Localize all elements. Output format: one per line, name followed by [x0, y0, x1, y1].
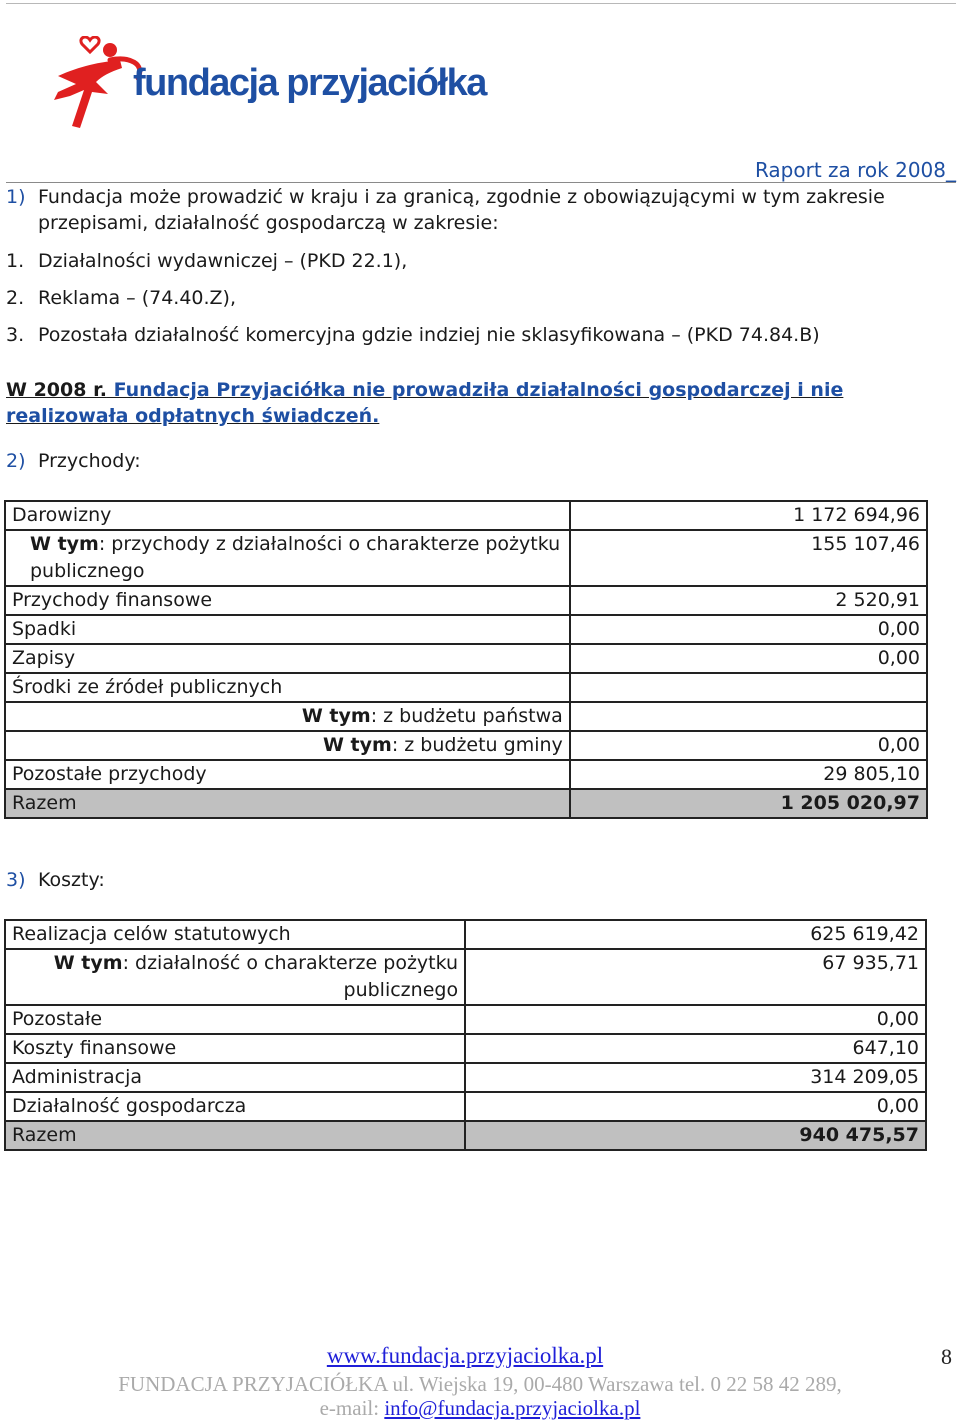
- table-row: W tym: przychody z działalności o charakterze pożytku publicznego 155 107,46: [5, 530, 927, 586]
- list-item: 2. Reklama – (74.40.Z),: [6, 287, 237, 309]
- page-number: 8: [941, 1344, 952, 1369]
- table-row: Środki ze źródeł publicznych: [5, 673, 927, 702]
- table-row: Pozostałe przychody 29 805,10: [5, 760, 927, 789]
- list-item: 1. Działalności wydawniczej – (PKD 22.1),: [6, 250, 408, 272]
- table-row: Działalność gospodarcza 0,00: [5, 1092, 926, 1121]
- table-row: W tym: działalność o charakterze pożytku publicznego 67 935,71: [5, 949, 926, 1005]
- email-link[interactable]: info@fundacja.przyjaciolka.pl: [384, 1396, 641, 1420]
- logo-wordmark: fundacja przyjaciółka: [133, 62, 486, 104]
- top-rule: [6, 3, 956, 4]
- costs-table: [4, 919, 927, 1151]
- activity-note-line2: realizowała odpłatnych świadczeń.: [6, 405, 380, 427]
- email-line: e-mail: info@fundacja.przyjaciolka.pl: [319, 1396, 641, 1420]
- section-2-heading: 2) Przychody:: [6, 450, 141, 472]
- section-1-text-line2: przepisami, działalność gospodarczą w zakresie:: [38, 212, 499, 234]
- activity-note: W 2008 r. Fundacja Przyjaciółka nie prowadziła działalności gospodarczej i nie: [6, 379, 844, 401]
- section-number: 1): [6, 186, 26, 208]
- table-row: Realizacja celów statutowych 625 619,42: [5, 920, 926, 949]
- table-row: Koszty finansowe 647,10: [5, 1034, 926, 1063]
- table-row-total: Razem 940 475,57: [5, 1121, 926, 1150]
- revenue-table: [4, 500, 928, 819]
- table-row: Administracja 314 209,05: [5, 1063, 926, 1092]
- address-line: FUNDACJA PRZYJACIÓŁKA ul. Wiejska 19, 00-480 Warszawa tel. 0 22 58 42 289,: [118, 1372, 842, 1396]
- section-3-heading: 3) Koszty:: [6, 869, 105, 891]
- table-row: W tym: z budżetu gminy 0,00: [5, 731, 927, 760]
- table-row: Przychody finansowe 2 520,91: [5, 586, 927, 615]
- section-1-intro: [6, 184, 885, 210]
- report-title: Raport za rok 2008_: [6, 158, 956, 183]
- list-item: 3. Pozostała działalność komercyjna gdzie indziej nie sklasyfikowana – (PKD 74.84.B): [6, 324, 820, 346]
- table-row: Darowizny 1 172 694,96: [5, 501, 927, 530]
- table-row: W tym: z budżetu państwa: [5, 702, 927, 731]
- table-row: Zapisy 0,00: [5, 644, 927, 673]
- website-link[interactable]: www.fundacja.przyjaciolka.pl: [326, 1343, 604, 1368]
- footer-address: [0, 1372, 960, 1420]
- section-1-text-line1: Fundacja może prowadzić w kraju i za granicą, zgodnie z obowiązującymi w tym zakresie: [38, 186, 885, 208]
- table-row: Pozostałe 0,00: [5, 1005, 926, 1034]
- table-row-total: Razem 1 205 020,97: [5, 789, 927, 818]
- table-row: Spadki 0,00: [5, 615, 927, 644]
